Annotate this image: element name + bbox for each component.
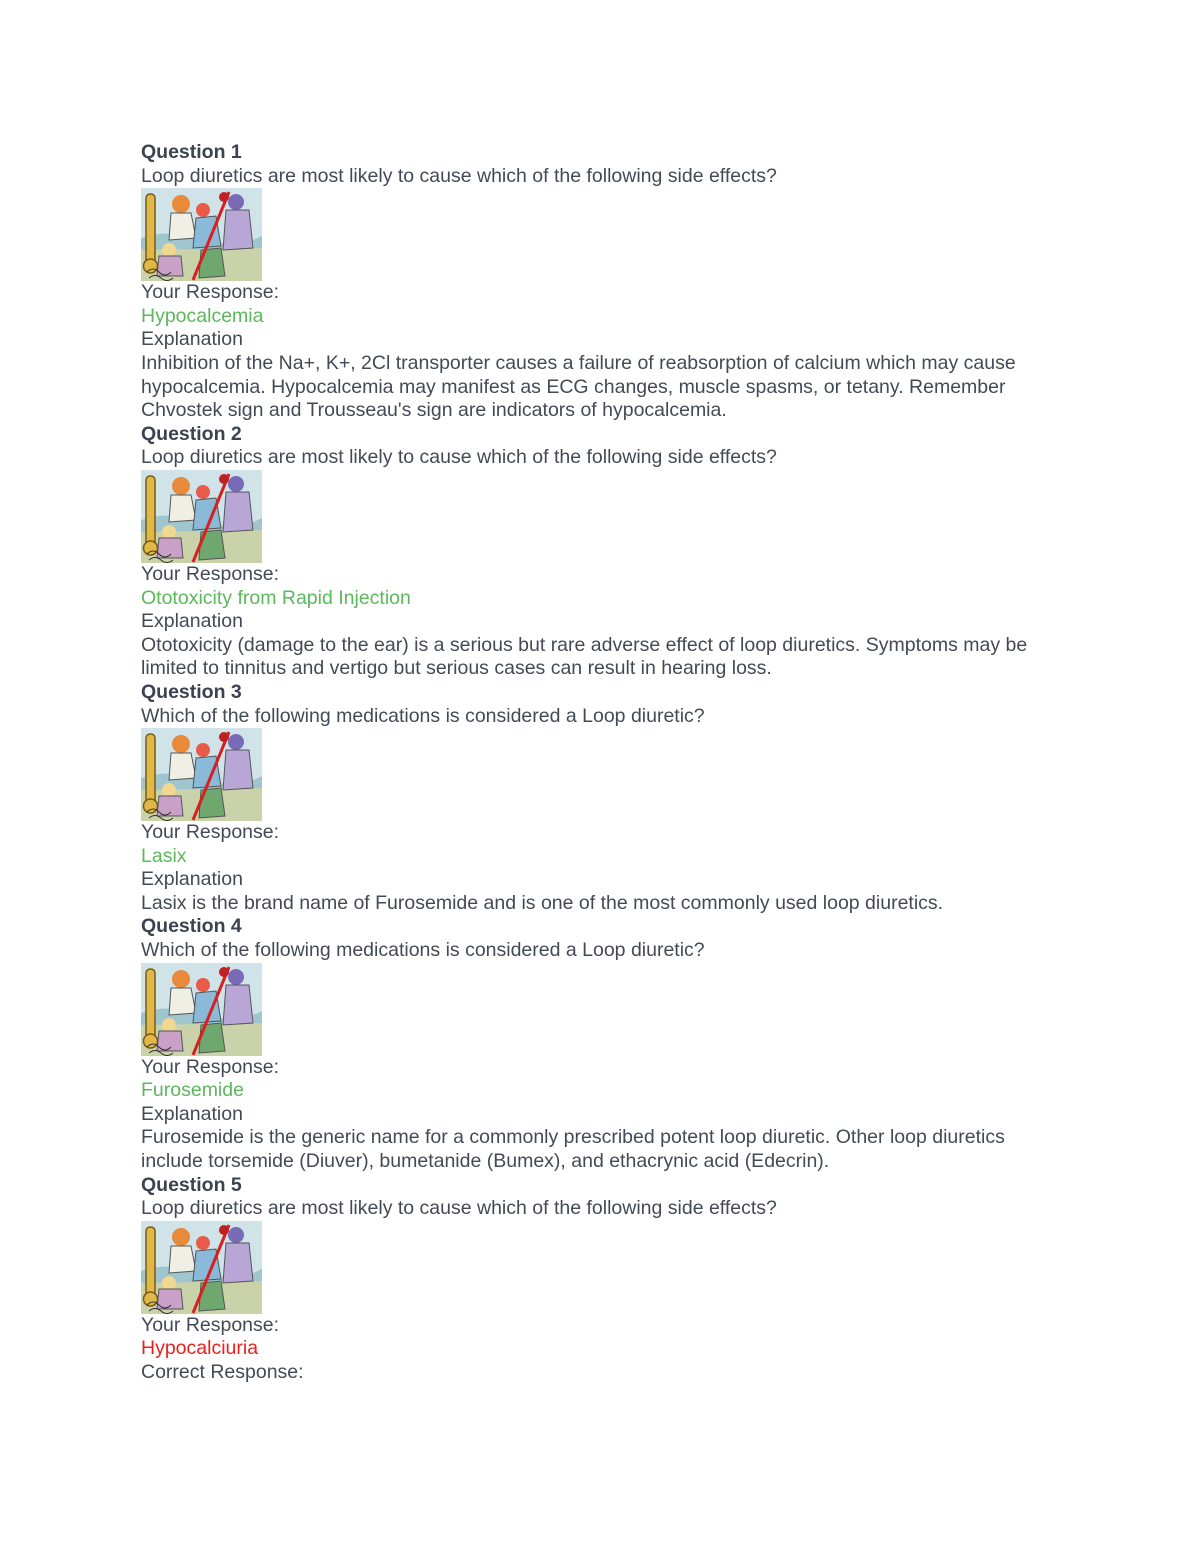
response-value-incorrect: Hypocalciuria <box>141 1337 259 1360</box>
question-prompt: Loop diuretics are most likely to cause which of the following side effects? <box>141 1197 777 1220</box>
cartoon-illustration <box>141 188 262 281</box>
question-title: Question 5 <box>141 1173 242 1196</box>
cartoon-illustration <box>141 728 262 821</box>
question-block <box>141 1174 1071 1385</box>
cartoon-illustration <box>141 963 262 1056</box>
explanation-text: Ototoxicity (damage to the ear) is a serious but rare adverse effect of loop diuretics. Symptoms may be limited to tinnitus and vertigo but serious cases can result in hearing loss. <box>141 633 1028 680</box>
cartoon-illustration <box>141 470 262 563</box>
question-prompt: Loop diuretics are most likely to cause which of the following side effects? <box>141 164 777 187</box>
question-title: Question 3 <box>141 680 242 703</box>
response-value: Hypocalcemia <box>141 304 264 327</box>
correct-response-label: Correct Response: <box>141 1361 304 1383</box>
explanation-text: Lasix is the brand name of Furosemide and is one of the most commonly used loop diuretics. <box>141 891 944 914</box>
response-label: Your Response: <box>141 821 280 844</box>
question-block <box>141 915 1071 1173</box>
question-title: Question 4 <box>141 915 242 938</box>
response-label: Your Response: <box>141 1313 280 1336</box>
cartoon-illustration <box>141 1221 262 1314</box>
explanation-text: Furosemide is the generic name for a commonly prescribed potent loop diuretic. Other loop diuretics include torsemide (Diuver), bumetanide (Bumex), and ethacrynic acid (Edecrin). <box>141 1126 1005 1173</box>
response-value: Ototoxicity from Rapid Injection <box>141 586 411 609</box>
explanation-label: Explanation <box>141 610 243 633</box>
question-block <box>141 141 1071 423</box>
response-value: Lasix <box>141 844 187 867</box>
response-label: Your Response: <box>141 562 280 585</box>
explanation-label: Explanation <box>141 868 243 891</box>
question-block <box>141 681 1071 916</box>
response-label: Your Response: <box>141 281 280 304</box>
response-value: Furosemide <box>141 1079 244 1102</box>
document-page <box>141 141 1071 1385</box>
question-block <box>141 423 1071 681</box>
question-prompt: Loop diuretics are most likely to cause which of the following side effects? <box>141 446 777 469</box>
explanation-text: Inhibition of the Na+, K+, 2Cl transporter causes a failure of reabsorption of calcium which may cause hypocalcemia. Hypocalcemia may manifest as ECG changes, muscle spasms, or tetany. Remember Chvostek sign and Trousseau's sign are indicators of hypocalcemia. <box>141 351 1016 422</box>
question-title: Question 2 <box>141 422 242 445</box>
question-prompt: Which of the following medications is considered a Loop diuretic? <box>141 939 705 962</box>
response-label: Your Response: <box>141 1055 280 1078</box>
question-prompt: Which of the following medications is considered a Loop diuretic? <box>141 704 705 727</box>
explanation-label: Explanation <box>141 328 243 351</box>
question-title: Question 1 <box>141 141 242 163</box>
explanation-label: Explanation <box>141 1102 243 1125</box>
